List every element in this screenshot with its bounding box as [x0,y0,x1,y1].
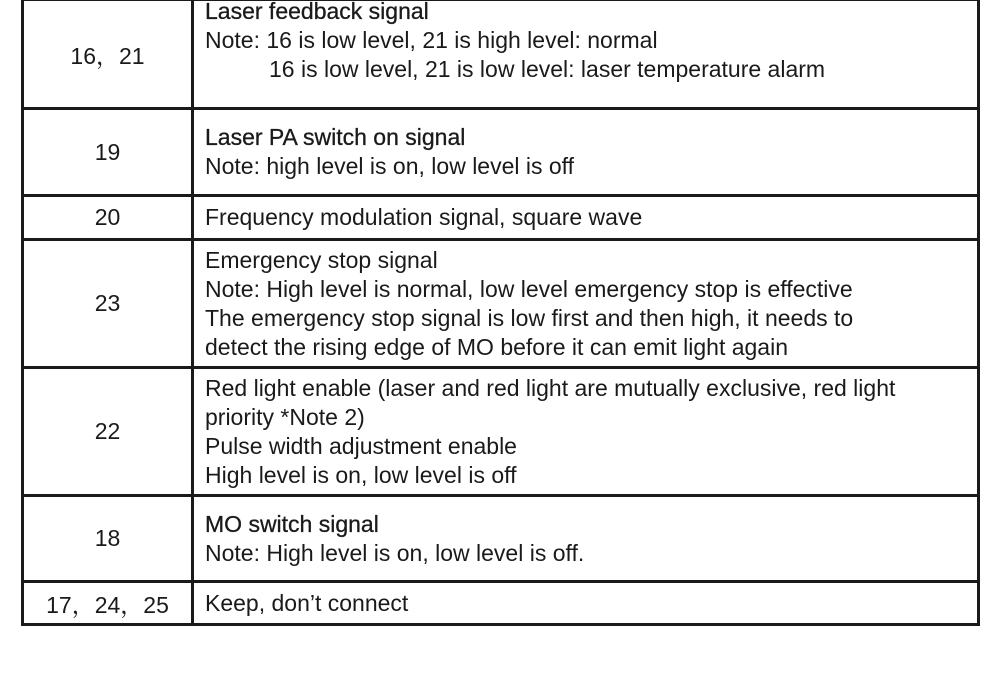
signal-title: Keep, don’t connect [205,589,409,616]
table-row [23,109,979,196]
signal-description-cell [193,109,979,196]
pin-number-cell: 17，24，25 [23,582,193,625]
signal-note: priority *Note 2) [205,403,365,430]
table-row [23,196,979,240]
signal-note: detect the rising edge of MO before it can emit light again [205,333,788,360]
pin-number-cell: 20 [23,196,193,240]
signal-title: Emergency stop signal [205,246,438,273]
signal-description-cell [193,496,979,582]
signal-note: Note: 16 is low level, 21 is high level: normal [205,27,658,53]
signal-note: Note: High level is on, low level is off. [205,539,585,566]
signal-note: Pulse width adjustment enable [205,432,517,459]
signal-note: High level is on, low level is off [205,461,517,488]
pin-number-cell: 16，21 [23,0,193,109]
signal-title: Laser feedback signal [205,0,429,24]
pin-signal-table [21,0,980,626]
pin-number-cell: 23 [23,240,193,368]
signal-note: Note: high level is on, low level is off [205,153,575,179]
signal-description-cell [193,196,979,240]
pin-number-cell: 18 [23,496,193,582]
table-row [23,240,979,368]
signal-title: Red light enable (laser and red light are mutually exclusive, red light [205,374,896,401]
pin-number-cell: 19 [23,109,193,196]
table-row [23,496,979,582]
pin-number-cell: 22 [23,368,193,496]
signal-title: MO switch signal [205,510,379,537]
signal-description-cell [193,582,979,625]
table-row [23,0,979,109]
table-row [23,368,979,496]
signal-title: Frequency modulation signal, square wave [205,204,643,230]
signal-description-cell [193,240,979,368]
signal-note: 16 is low level, 21 is low level: laser temperature alarm [269,56,826,82]
signal-title: Laser PA switch on signal [205,124,466,150]
table-row [23,582,979,625]
signal-description-cell [193,368,979,496]
signal-note: Note: High level is normal, low level emergency stop is effective [205,275,853,302]
signal-description-cell [193,0,979,109]
signal-note: The emergency stop signal is low first and then high, it needs to [205,304,854,331]
